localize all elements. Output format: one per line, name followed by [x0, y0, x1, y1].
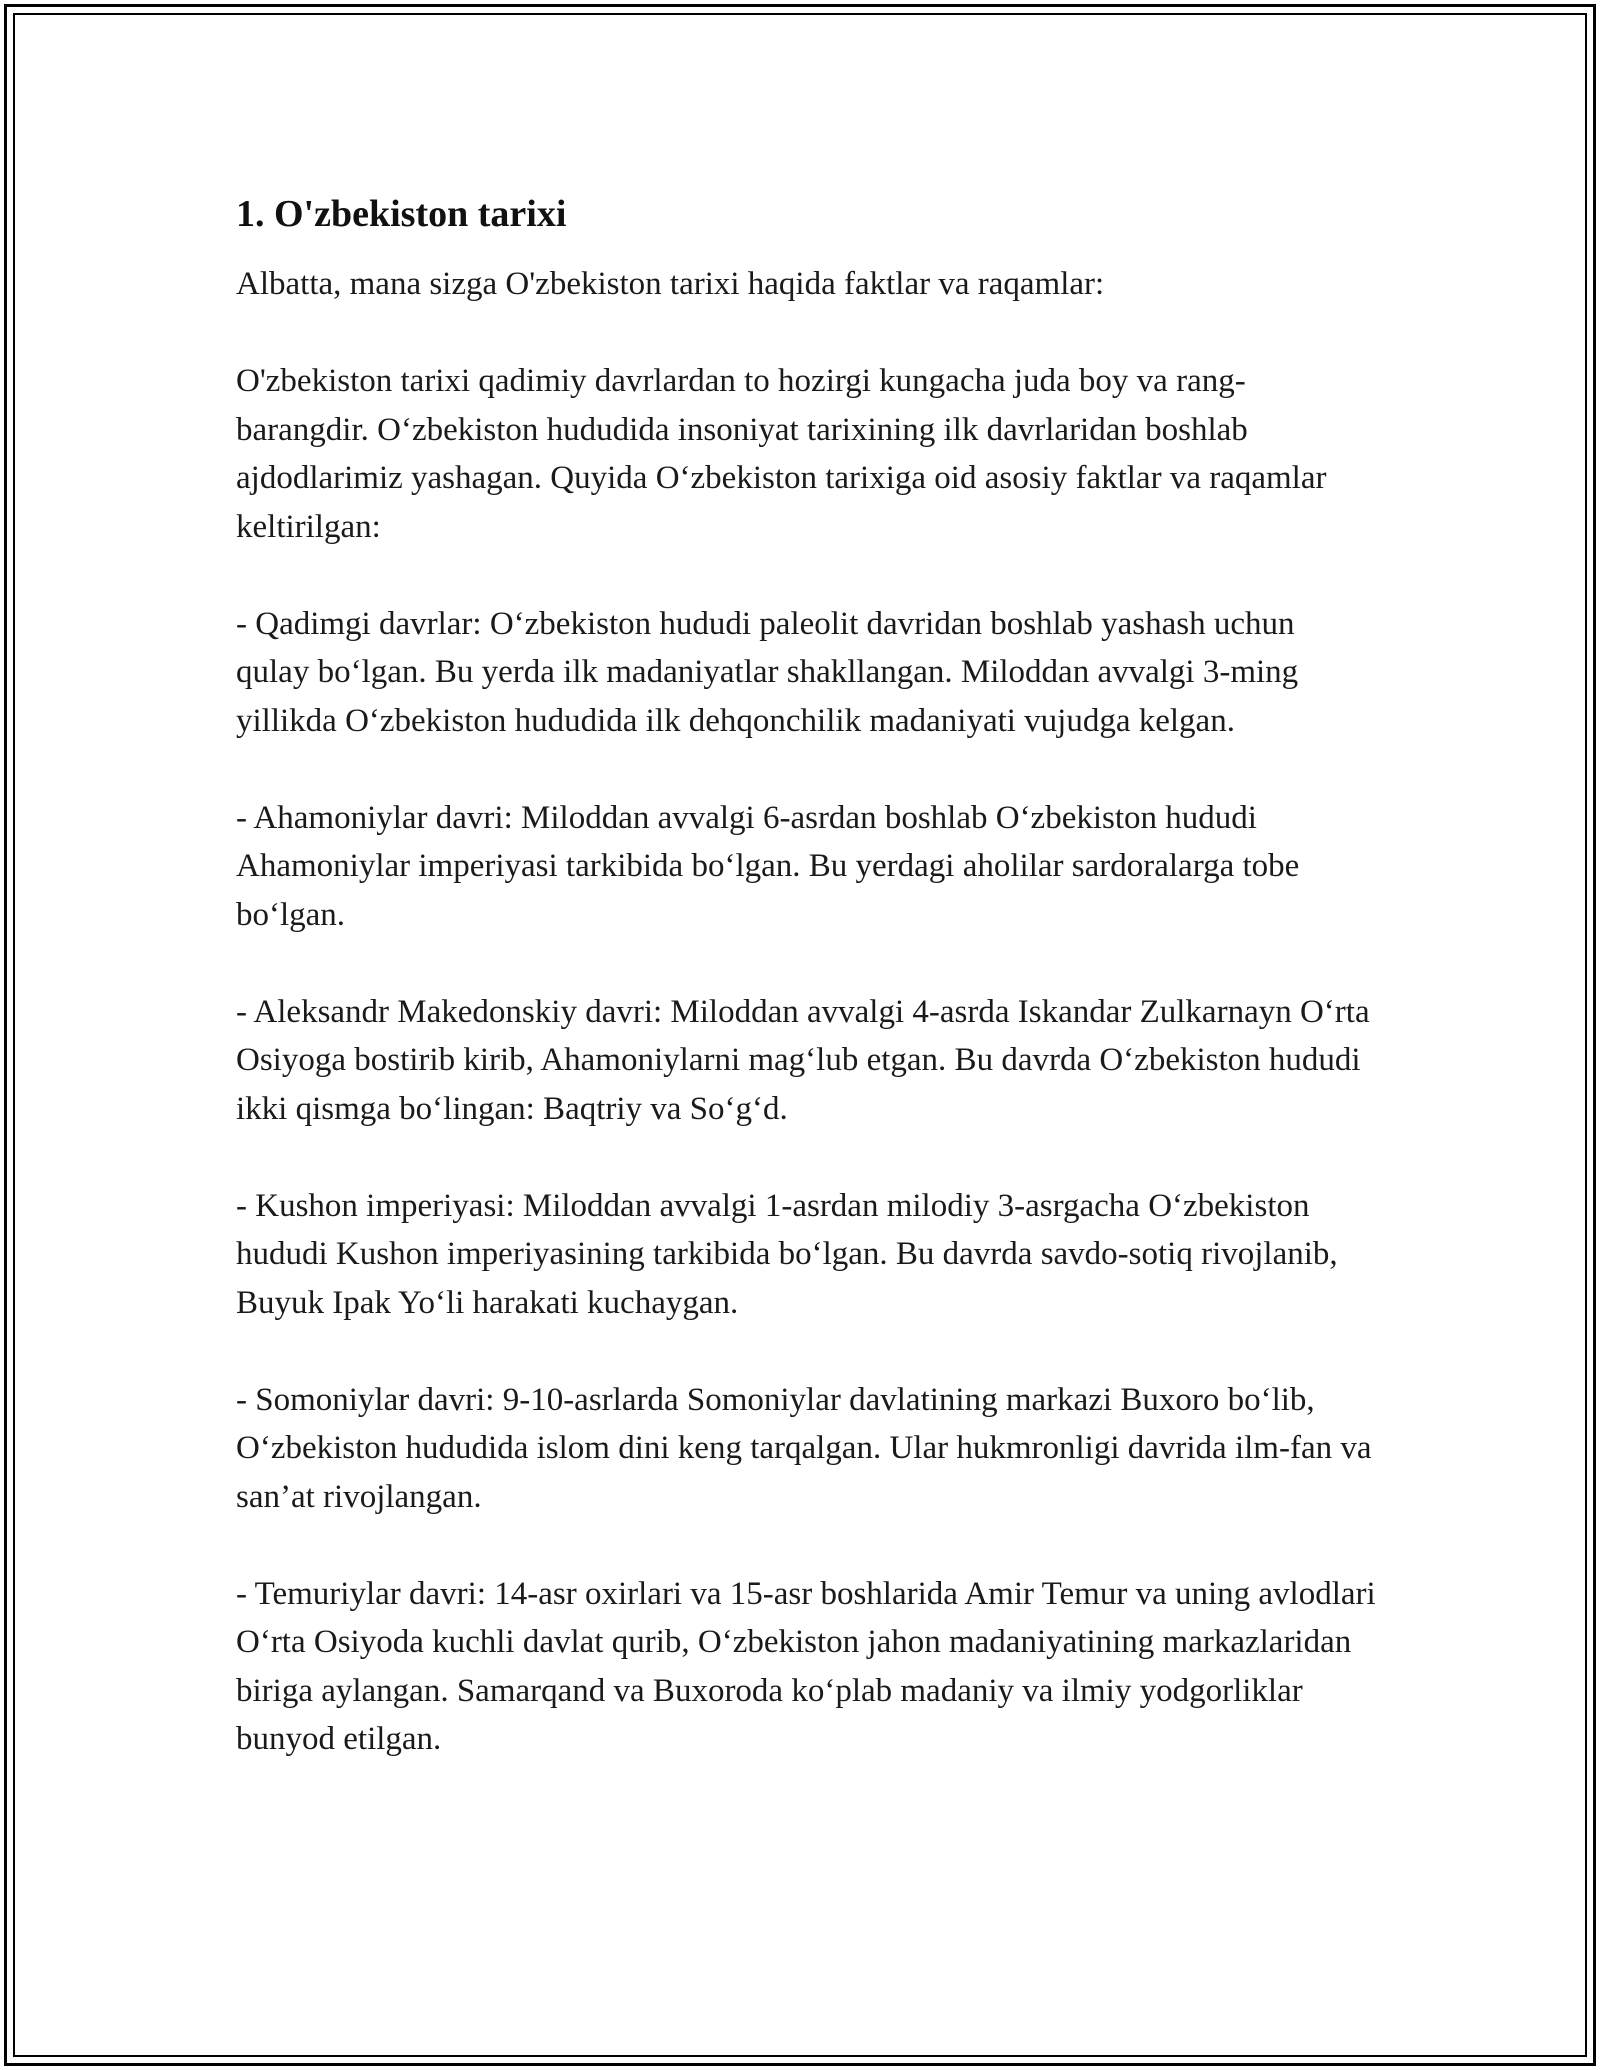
period-paragraph-kushan: - Kushon imperiyasi: Miloddan avvalgi 1-asrdan milodiy 3-asrgacha O‘zbekiston hududi Kushon imperiyasining tarkibida bo‘lgan. Bu davrda savdo-sotiq rivojlanib, Buyuk Ipak Yo‘li harakati kuchaygan.: [236, 1187, 1338, 1321]
period-paragraph-timurid: - Temuriylar davri: 14-asr oxirlari va 15-asr boshlarida Amir Temur va uning avlodlari O‘rta Osiyoda kuchli davlat qurib, O‘zbekiston jahon madaniyatining markazlaridan biriga aylangan. Samarqand va Buxoroda ko‘plab madaniy va ilmiy yodgorliklar bunyod etilgan.: [236, 1575, 1376, 1757]
document-body: [236, 186, 1376, 1812]
overview-paragraph: O'zbekiston tarixi qadimiy davrlardan to hozirgi kungacha juda boy va rang-barangdir. O‘zbekiston hududida insoniyat tarixining ilk davrlaridan boshlab ajdodlarimiz yashagan. Quyida O‘zbekiston tarixiga oid asosiy faktlar va raqamlar keltirilgan:: [236, 363, 1327, 545]
period-paragraph-samanid: - Somoniylar davri: 9-10-asrlarda Somoniylar davlatining markazi Buxoro bo‘lib, O‘zbekiston hududida islom dini keng tarqalgan. Ular hukmronligi davrida ilm-fan va san’at rivojlangan.: [236, 1381, 1372, 1515]
period-paragraph-ancient: - Qadimgi davrlar: O‘zbekiston hududi paleolit davridan boshlab yashash uchun qulay bo‘lgan. Bu yerda ilk madaniyatlar shakllangan. Miloddan avvalgi 3-ming yillikda O‘zbekiston hududida ilk dehqonchilik madaniyati vujudga kelgan.: [236, 605, 1299, 739]
document-title: 1. O'zbekiston tarixi: [236, 193, 567, 235]
period-paragraph-achaemenid: - Ahamoniylar davri: Miloddan avvalgi 6-asrdan boshlab O‘zbekiston hududi Ahamoniylar imperiyasi tarkibida bo‘lgan. Bu yerdagi aholilar sardoralarga tobe bo‘lgan.: [236, 799, 1300, 933]
period-paragraph-alexander: - Aleksandr Makedonskiy davri: Miloddan avvalgi 4-asrda Iskandar Zulkarnayn O‘rta Osiyoga bostirib kirib, Ahamoniylarni mag‘lub etgan. Bu davrda O‘zbekiston hududi ikki qismga bo‘lingan: Baqtriy va So‘g‘d.: [236, 993, 1370, 1127]
intro-paragraph: Albatta, mana sizga O'zbekiston tarixi haqida faktlar va raqamlar:: [236, 266, 1105, 302]
